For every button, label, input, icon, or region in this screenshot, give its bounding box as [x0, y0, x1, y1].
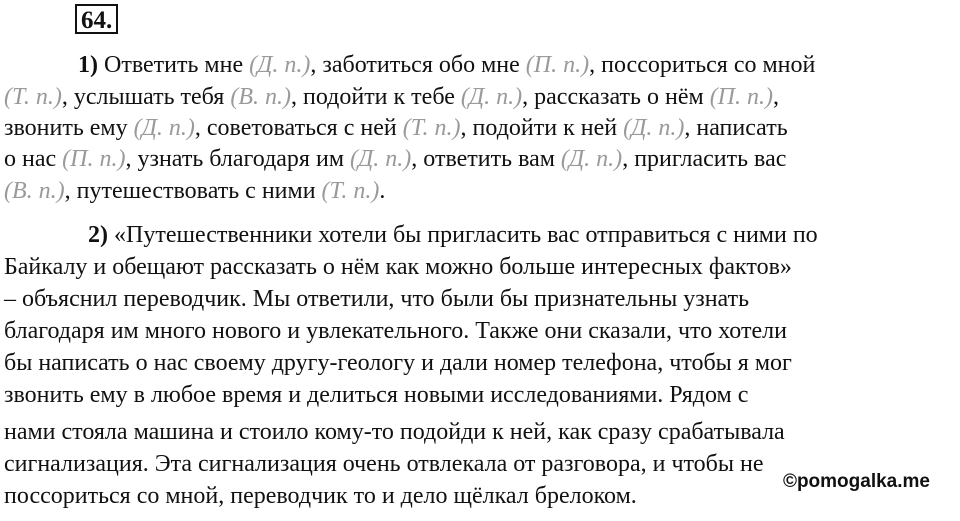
- text-fragment: , пригласить вас: [622, 146, 787, 172]
- part1-line-4-text: [4, 146, 786, 172]
- part1-line-2: [4, 82, 779, 112]
- case-label: (Д. п.): [560, 146, 623, 172]
- part2-line-8: сигнализация. Эта сигнализация очень отвлекала от разговора, и чтобы не: [4, 451, 764, 477]
- exercise-number: 64.: [75, 4, 118, 34]
- text-fragment: , услышать тебя: [61, 84, 231, 110]
- text-fragment: о нас: [4, 146, 63, 172]
- part1-line-1-text: [98, 52, 815, 78]
- part2-line-3: – объяснил переводчик. Мы ответили, что были бы признательны узнать: [4, 286, 750, 312]
- text-fragment: , заботиться обо мне: [310, 52, 526, 78]
- case-label: (Т. п.): [4, 84, 62, 110]
- case-label: (П. п.): [62, 146, 126, 172]
- part2-line-4: благодаря им много нового и увлекательного. Также они сказали, что хотели: [4, 318, 787, 344]
- part1-line-2-text: [4, 84, 779, 110]
- text-fragment: , подойти к ней: [460, 115, 624, 141]
- text-fragment: , ответить вам: [411, 146, 561, 172]
- case-label: (Т. п.): [321, 178, 380, 204]
- text-fragment: , поссориться со мной: [589, 52, 816, 78]
- case-label: (Т. п.): [402, 115, 461, 141]
- part1-line-5: [4, 176, 385, 206]
- case-label: (Д. п.): [350, 146, 412, 172]
- part1-line-1: [78, 50, 815, 80]
- part2-line-7: нами стояла машина и стоило кому-то подойди к ней, как сразу срабатывала: [4, 419, 785, 445]
- part2-line-6: звонить ему в любое время и делиться новыми исследованиями. Рядом с: [4, 382, 749, 408]
- text-fragment: .: [379, 178, 386, 204]
- part2-line-9: поссориться со мной, переводчик то и дело щёлкал брелоком.: [4, 483, 637, 509]
- text-fragment: ,: [773, 84, 780, 110]
- part2-line-2: Байкалу и обещают рассказать о нём как можно больше интересных фактов»: [4, 254, 792, 280]
- text-fragment: звонить ему: [4, 115, 134, 141]
- text-fragment: , путешествовать с ними: [64, 178, 322, 204]
- text-fragment: , написать: [684, 115, 788, 141]
- part1-line-5-text: [4, 178, 385, 204]
- text-fragment: , рассказать о нём: [522, 84, 710, 110]
- case-label: (Д. п.): [623, 115, 685, 141]
- text-fragment: , подойти к тебе: [290, 84, 461, 110]
- part1-line-4: [4, 144, 786, 174]
- text-fragment: Ответить мне: [98, 52, 250, 78]
- part2-line-1-text: «Путешественники хотели бы пригласить вас отправиться с ними по: [108, 222, 818, 248]
- part1-line-3-text: [4, 115, 788, 141]
- part1-line-3: [4, 113, 788, 143]
- part2-marker: 2): [88, 222, 108, 248]
- watermark: ©pomogalka.me: [782, 471, 930, 492]
- text-fragment: , узнать благодаря им: [125, 146, 351, 172]
- case-label: (Д. п.): [460, 84, 523, 110]
- case-label: (В. п.): [4, 178, 65, 204]
- text-fragment: , советоваться с ней: [194, 115, 403, 141]
- case-label: (П. п.): [525, 52, 590, 78]
- part2-line-5: бы написать о нас своему другу-геологу и дали номер телефона, чтобы я мог: [4, 350, 792, 376]
- case-label: (Д. п.): [249, 52, 311, 78]
- case-label: (П. п.): [709, 84, 774, 110]
- case-label: (Д. п.): [133, 115, 195, 141]
- case-label: (В. п.): [230, 84, 291, 110]
- part1-marker: 1): [78, 52, 98, 78]
- part2-line-1: [88, 220, 818, 250]
